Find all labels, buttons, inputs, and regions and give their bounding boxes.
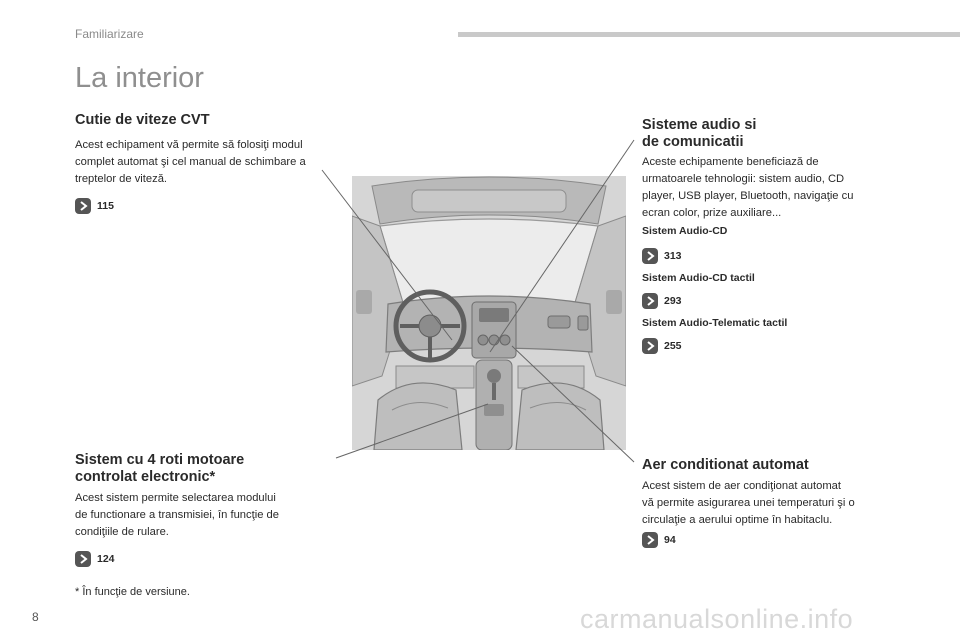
audio-text: [642, 154, 853, 222]
page-title: La interior: [75, 62, 204, 94]
awd-heading-line: controlat electronic*: [75, 469, 216, 485]
audio-text-line: urmatoarele tehnologii: sistem audio, CD: [642, 173, 845, 185]
cvt-text-line: complet automat şi cel manual de schimbare a: [75, 156, 306, 168]
audio-text-line: ecran color, prize auxiliare...: [642, 207, 782, 219]
ac-text-line: vă permite asigurarea unei temperaturi şi o: [642, 497, 855, 509]
page-number: 8: [32, 610, 39, 624]
audio-item-ref[interactable]: [642, 338, 682, 354]
audio-text-line: Aceste echipamente beneficiază de: [642, 156, 819, 168]
cvt-ref[interactable]: [75, 198, 114, 214]
awd-ref-number: 124: [97, 553, 115, 565]
awd-heading: [75, 452, 244, 486]
chevron-right-ref-icon: [642, 248, 658, 264]
awd-text: [75, 490, 279, 541]
audio-item-ref-number: 313: [664, 250, 682, 262]
cvt-text-line: Acest echipament vă permite să folosiţi modul: [75, 139, 303, 151]
ac-text-line: circulaţie a aerului optime în habitaclu.: [642, 514, 833, 526]
awd-ref[interactable]: [75, 551, 115, 567]
audio-heading-line: Sisteme audio si: [642, 117, 757, 133]
awd-text-line: Acest sistem permite selectarea modului: [75, 492, 276, 504]
section-label: Familiarizare: [75, 27, 144, 41]
cvt-ref-number: 115: [97, 200, 114, 212]
chevron-right-ref-icon: [642, 532, 658, 548]
audio-heading-line: de comunicatii: [642, 134, 744, 150]
awd-text-line: de functionare a transmisiei, în funcţie de: [75, 509, 279, 521]
ac-heading: Aer conditionat automat: [642, 457, 809, 473]
cvt-text: [75, 137, 306, 188]
footnote: * În funcţie de versiune.: [75, 586, 190, 598]
car-interior-illustration: [352, 176, 626, 450]
chevron-right-ref-icon: [75, 198, 91, 214]
audio-item-ref[interactable]: [642, 248, 682, 264]
audio-item-label: Sistem Audio-CD tactil: [642, 272, 755, 284]
chevron-right-ref-icon: [642, 293, 658, 309]
ac-text: [642, 478, 855, 529]
header-bar: [458, 32, 960, 37]
audio-text-line: player, USB player, Bluetooth, navigaţie cu: [642, 190, 854, 202]
ac-text-line: Acest sistem de aer condiţionat automat: [642, 480, 841, 492]
chevron-right-ref-icon: [642, 338, 658, 354]
audio-item-label: Sistem Audio-CD: [642, 225, 728, 237]
audio-item-label: Sistem Audio-Telematic tactil: [642, 317, 788, 329]
ac-ref[interactable]: [642, 532, 676, 548]
audio-item-ref-number: 255: [664, 340, 682, 352]
awd-heading-line: Sistem cu 4 roti motoare: [75, 452, 245, 468]
audio-item-ref-number: 293: [664, 295, 682, 307]
cvt-heading: Cutie de viteze CVT: [75, 112, 210, 128]
ac-ref-number: 94: [664, 534, 676, 546]
awd-text-line: condiţiile de rulare.: [75, 526, 169, 538]
audio-heading: [642, 117, 756, 151]
cvt-text-line: treptelor de viteză.: [75, 173, 168, 185]
watermark: carmanualsonline.info: [580, 604, 854, 634]
audio-item-ref[interactable]: [642, 293, 682, 309]
chevron-right-ref-icon: [75, 551, 91, 567]
